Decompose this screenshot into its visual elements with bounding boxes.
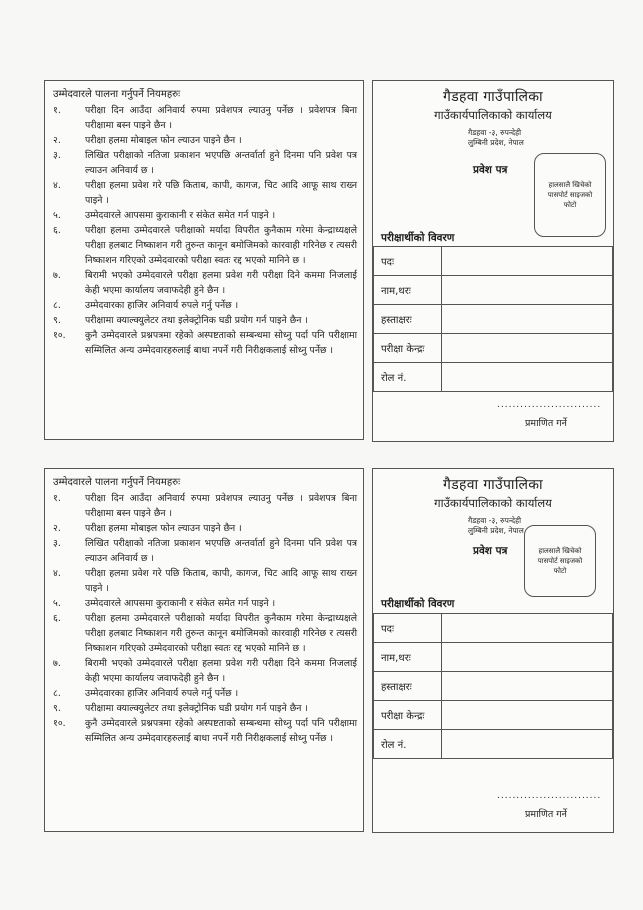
rule-text: परीक्षा दिन आउँदा अनिवार्य रुपमा प्रवेशपत्र ल्याउनु पर्नेछ । प्रवेशपत्र बिना परीक्षामा बस्न पाइने छैन । — [85, 105, 357, 131]
rule-text: परीक्षा हलमा प्रवेश गरे पछि किताब, कापी, कागज, चिट आदि आफू साथ राख्न पाइने । — [85, 180, 357, 206]
rule-number: १. — [53, 493, 61, 504]
details-field-value — [442, 730, 613, 759]
details-row — [374, 730, 613, 759]
rule-number: २. — [53, 523, 61, 534]
rule-item — [53, 716, 357, 746]
rule-item — [53, 686, 357, 701]
rule-number: ८. — [53, 300, 61, 311]
signature-line: ........................... — [497, 400, 602, 410]
rule-number: ३. — [53, 538, 61, 549]
details-row — [374, 672, 613, 701]
signature-line: ........................... — [497, 791, 602, 801]
rule-item — [53, 491, 357, 521]
rule-text: बिरामी भएको उम्मेदवारले परीक्षा हलमा प्रवेश गरी परीक्षा दिने कममा निजलाई केही भएमा कार्यालय जवाफदेही हुने छैन । — [85, 270, 357, 296]
rule-text: परीक्षा हलमा उम्मेदवारले परीक्षाको मर्यादा विपरीत कुनैकाम गरेमा केन्द्राध्यक्षले परीक्षा हलबाट निष्काशन गरी तुरुन्त कानून बमोजिमको कारवाही गरिनेछ र त्यसरी निष्काशन गरिएको उम्मेदवारको परीक्षा स्वतः रद्द भएको मानिने छ । — [85, 613, 357, 654]
rule-number: ९. — [53, 315, 61, 326]
admit-card-title: प्रवेश पत्र — [473, 164, 508, 176]
rule-number: ९. — [53, 703, 61, 714]
details-row — [374, 643, 613, 672]
details-field-label: रोल नं. — [374, 363, 442, 392]
rule-text: परीक्षा दिन आउँदा अनिवार्य रुपमा प्रवेशपत्र ल्याउनु पर्नेछ । प्रवेशपत्र बिना परीक्षामा बस्न पाइने छैन । — [85, 493, 357, 519]
address-line-1: गैडहवा -३, रुपन्देही — [468, 128, 522, 137]
rule-item — [53, 596, 357, 611]
rule-item — [53, 566, 357, 596]
rules-list — [53, 491, 357, 746]
rules-box — [44, 468, 364, 832]
rule-number: ४. — [53, 180, 61, 191]
rule-number: ६. — [53, 613, 61, 624]
rule-item — [53, 656, 357, 686]
rule-text: परीक्षा हलमा प्रवेश गरे पछि किताब, कापी, कागज, चिट आदि आफू साथ राख्न पाइने । — [85, 568, 357, 594]
address-line-2: लुम्बिनी प्रदेश, नेपाल — [468, 526, 524, 535]
details-field-value — [442, 614, 613, 643]
rules-title: उम्मेदवारले पालना गर्नुपर्ने नियमहरुः — [53, 477, 181, 488]
rule-number: ७. — [53, 658, 61, 669]
details-table-body — [374, 614, 613, 759]
rule-number: ८. — [53, 688, 61, 699]
rule-text: कुनै उम्मेदवारले प्रश्नपत्रमा रहेको अस्पष्टताको सम्बन्धमा सोध्नु पर्दा पनि परीक्षामा सम्मिलित अन्य उम्मेदवारहरुलाई बाधा नपर्ने गरी निरीक्षकलाई सोध्नु पर्नेछ । — [85, 718, 357, 744]
rule-text: उम्मेदवारले आपसमा कुराकानी र संकेत समेत गर्न पाइने । — [85, 598, 276, 609]
details-field-label: नाम,थरः — [374, 276, 442, 305]
rule-item — [53, 701, 357, 716]
photo-placeholder — [524, 525, 596, 597]
rule-text: परीक्षामा क्याल्क्युलेटर तथा इलेक्ट्रोनिक घडी प्रयोग गर्न पाइने छैन । — [85, 315, 308, 326]
admit-card — [372, 468, 614, 833]
photo-label-line-3: फोटो — [553, 567, 567, 575]
details-field-value — [442, 643, 613, 672]
office-name: गैडहवा गाउँपालिका — [443, 89, 543, 105]
rule-text: परीक्षा हलमा उम्मेदवारले परीक्षाको मर्यादा विपरीत कुनैकाम गरेमा केन्द्राध्यक्षले परीक्षा हलबाट निष्काशन गरी तुरुन्त कानून बमोजिमको कारवाही गरिनेछ र त्यसरी निष्काशन गरिएको उम्मेदवारको परीक्षा स्वतः रद्द भएको मानिने छ । — [85, 225, 357, 266]
rule-item — [53, 536, 357, 566]
rule-number: ७. — [53, 270, 61, 281]
rule-item — [53, 521, 357, 536]
details-field-label: पदः — [374, 247, 442, 276]
rule-item — [53, 611, 357, 656]
photo-label-line-2: पासपोर्ट साइजको — [537, 557, 583, 565]
details-field-label: पदः — [374, 614, 442, 643]
details-field-value — [442, 701, 613, 730]
admit-card-title: प्रवेश पत्र — [473, 545, 508, 557]
details-row — [374, 701, 613, 730]
rule-text: लिखित परीक्षाको नतिजा प्रकाशन भएपछि अन्तर्वार्ता हुने दिनमा पनि प्रवेश पत्र ल्याउन अनिवार्य छ । — [85, 538, 357, 564]
rule-number: १. — [53, 105, 61, 116]
details-field-label: हस्ताक्षरः — [374, 672, 442, 701]
certified-by-label: प्रमाणित गर्ने — [525, 809, 567, 820]
rule-number: ६. — [53, 225, 61, 236]
details-title: परीक्षार्थीको विवरण — [381, 598, 455, 610]
rule-text: उम्मेदवारले आपसमा कुराकानी र संकेत समेत गर्न पाइने । — [85, 210, 276, 221]
rule-text: परीक्षा हलमा मोबाइल फोन ल्याउन पाइने छैन । — [85, 523, 242, 534]
details-field-label: रोल नं. — [374, 730, 442, 759]
rule-number: ५. — [53, 210, 61, 221]
rule-number: १०. — [53, 718, 66, 729]
rule-text: परीक्षा हलमा मोबाइल फोन ल्याउन पाइने छैन । — [85, 135, 242, 146]
details-field-label: हस्ताक्षरः — [374, 305, 442, 334]
rule-number: ३. — [53, 150, 61, 161]
details-field-value — [442, 672, 613, 701]
certified-by-label: प्रमाणित गर्ने — [525, 418, 567, 429]
photo-label-line-2: पासपोर्ट साइजको — [547, 191, 593, 199]
details-field-label: परीक्षा केन्द्रः — [374, 701, 442, 730]
office-name: गैडहवा गाउँपालिका — [443, 477, 543, 493]
details-field-label: परीक्षा केन्द्रः — [374, 334, 442, 363]
photo-label-line-3: फोटो — [563, 201, 577, 209]
rule-text: बिरामी भएको उम्मेदवारले परीक्षा हलमा प्रवेश गरी परीक्षा दिने कममा निजलाई केही भएमा कार्यालय जवाफदेही हुने छैन । — [85, 658, 357, 684]
address-line-1: गैडहवा -३, रुपन्देही — [468, 516, 522, 525]
office-address — [468, 516, 524, 536]
rule-number: ५. — [53, 598, 61, 609]
details-field-label: नाम,थरः — [374, 643, 442, 672]
address-line-2: लुम्बिनी प्रदेश, नेपाल — [468, 138, 524, 147]
details-title: परीक्षार्थीको विवरण — [381, 232, 455, 244]
photo-label-line-1: हालसालै खिचेको — [538, 547, 582, 555]
rule-text: परीक्षामा क्याल्क्युलेटर तथा इलेक्ट्रोनिक घडी प्रयोग गर्न पाइने छैन । — [85, 703, 308, 714]
rule-text: कुनै उम्मेदवारले प्रश्नपत्रमा रहेको अस्पष्टताको सम्बन्धमा सोध्नु पर्दा पनि परीक्षामा सम्मिलित अन्य उम्मेदवारहरुलाई बाधा नपर्ने गरी निरीक्षकलाई सोध्नु पर्नेछ । — [85, 330, 357, 356]
photo-label-line-1: हालसालै खिचेको — [548, 181, 592, 189]
rule-number: २. — [53, 135, 61, 146]
details-row — [374, 614, 613, 643]
details-table — [373, 613, 613, 759]
rule-text: लिखित परीक्षाको नतिजा प्रकाशन भएपछि अन्तर्वार्ता हुने दिनमा पनि प्रवेश पत्र ल्याउन अनिवार्य छ । — [85, 150, 357, 176]
rules-title: उम्मेदवारले पालना गर्नुपर्ने नियमहरुः — [53, 89, 181, 100]
office-subtitle: गाउँकार्यपालिकाको कार्यालय — [434, 496, 552, 510]
rule-number: १०. — [53, 330, 66, 341]
rule-text: उम्मेदवारका हाजिर अनिवार्य रुपले गर्नु पर्नेछ । — [85, 688, 239, 699]
office-subtitle: गाउँकार्यपालिकाको कार्यालय — [434, 108, 552, 122]
rule-number: ४. — [53, 568, 61, 579]
rule-text: उम्मेदवारका हाजिर अनिवार्य रुपले गर्नु पर्नेछ । — [85, 300, 239, 311]
